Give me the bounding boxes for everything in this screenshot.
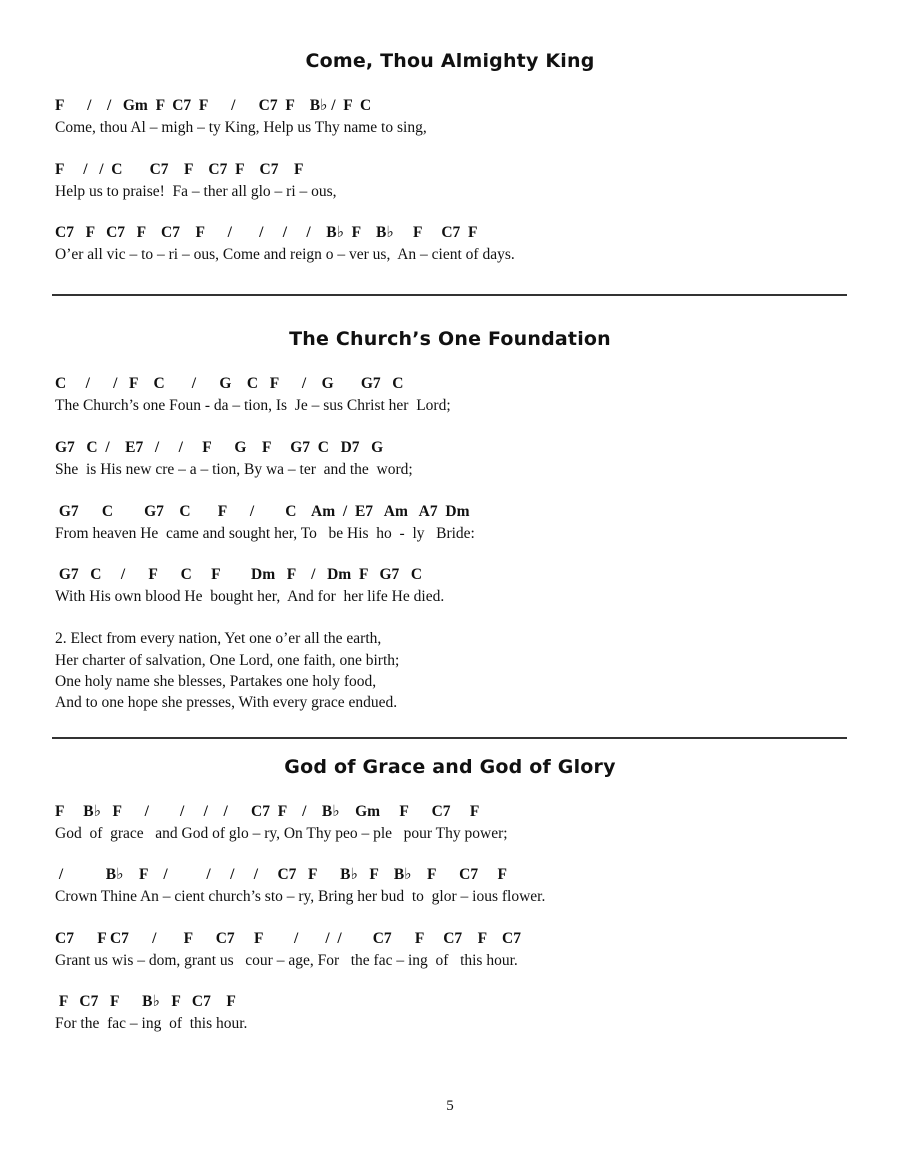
lyric-line: Help us to praise! Fa – ther all glo – ri – ous, <box>55 183 337 200</box>
chord-line: G7 C / E7 / / F G F G7 C D7 G <box>55 439 384 456</box>
lyric-line: Crown Thine An – cient church’s sto – ry, Bring her bud to glor – ious flower. <box>55 888 546 905</box>
lyric-line: With His own blood He bought her, And for her life He died. <box>55 588 445 605</box>
verse-line: And to one hope she presses, With every grace endued. <box>55 694 398 711</box>
chord-line: C / / F C / G C F / G G7 C <box>55 375 404 392</box>
chord-line: F C7 F B♭ F C7 F <box>55 993 236 1010</box>
chord-line: / B♭ F / / / / C7 F B♭ F B♭ F C7 F <box>55 866 507 883</box>
verse-line: 2. Elect from every nation, Yet one o’er all the earth, <box>55 630 382 647</box>
lyric-line: God of grace and God of glo – ry, On Thy peo – ple pour Thy power; <box>55 825 508 842</box>
chord-line: C7 F C7 F C7 F / / / / B♭ F B♭ F C7 F <box>55 224 478 241</box>
page-number: 5 <box>446 1098 454 1114</box>
verse-line: Her charter of salvation, One Lord, one faith, one birth; <box>55 652 400 669</box>
chord-line: F B♭ F / / / / C7 F / B♭ Gm F C7 F <box>55 803 480 820</box>
song-title: Come, Thou Almighty King <box>305 50 595 72</box>
song-title: The Church’s One Foundation <box>289 328 611 350</box>
song-title: God of Grace and God of Glory <box>284 756 616 778</box>
chord-line: F / / Gm F C7 F / C7 F B♭ / F C <box>55 97 372 114</box>
lyric-line: The Church’s one Foun - da – tion, Is Je – sus Christ her Lord; <box>55 397 451 414</box>
lyric-line: O’er all vic – to – ri – ous, Come and reign o – ver us, An – cient of days. <box>55 246 515 263</box>
chord-line: G7 C G7 C F / C Am / E7 Am A7 Dm <box>55 503 470 520</box>
section-divider <box>52 294 847 296</box>
chord-line: G7 C / F C F Dm F / Dm F G7 C <box>55 566 423 583</box>
lyric-line: Grant us wis – dom, grant us cour – age, For the fac – ing of this hour. <box>55 952 518 969</box>
chord-line: F / / C C7 F C7 F C7 F <box>55 161 304 178</box>
lyric-line: Come, thou Al – migh – ty King, Help us Thy name to sing, <box>55 119 427 136</box>
verse-line: One holy name she blesses, Partakes one holy food, <box>55 673 377 690</box>
lyric-line: For the fac – ing of this hour. <box>55 1015 248 1032</box>
lyric-line: She is His new cre – a – tion, By wa – ter and the word; <box>55 461 413 478</box>
chord-line: C7 F C7 / F C7 F / / / C7 F C7 F C7 <box>55 930 521 947</box>
section-divider <box>52 737 847 739</box>
lyric-line: From heaven He came and sought her, To be His ho - ly Bride: <box>55 525 475 542</box>
